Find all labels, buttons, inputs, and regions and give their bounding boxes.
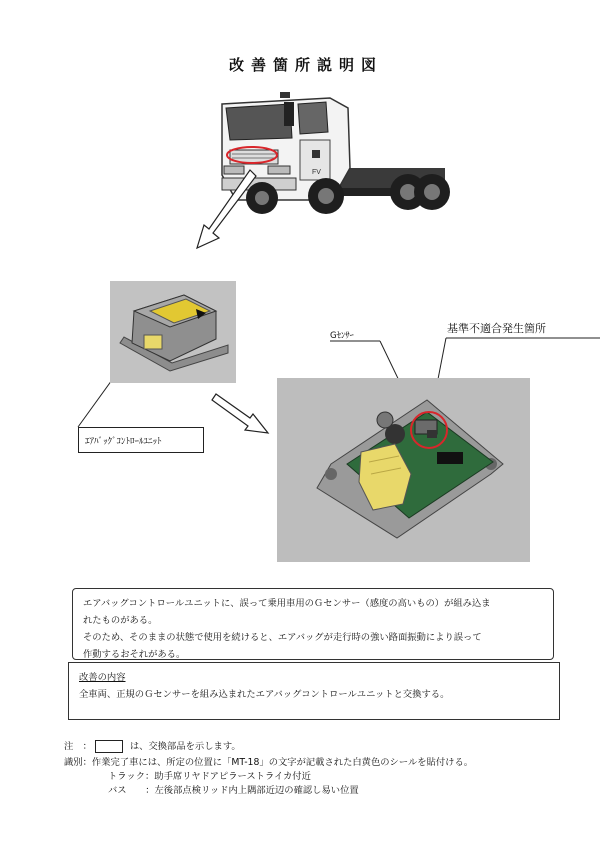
description-line-2: れたものがある。 bbox=[83, 615, 158, 626]
description-line-4: 作動するおそれがある。 bbox=[83, 649, 186, 660]
identification-line bbox=[64, 754, 473, 768]
improvement-heading: 改善の内容 bbox=[79, 672, 126, 683]
description-box bbox=[72, 588, 554, 660]
truck-drawing bbox=[222, 92, 450, 214]
page-title: 改善箇所説明図 bbox=[228, 56, 383, 74]
airbag-unit-photo bbox=[110, 281, 236, 383]
label-g-sensor: Gｾﾝｻｰ bbox=[330, 331, 354, 341]
bus-text: 左後部点検リッド内上隅部近辺の確認し易い位置 bbox=[154, 785, 359, 796]
gsensor-detail-photo bbox=[277, 378, 530, 562]
id-text: 作業完了車には、所定の位置に「MT-18」の文字が記載された白黄色のシールを貼付ける。 bbox=[91, 757, 474, 768]
truck-text: 助手席リヤドアピラーストライカ付近 bbox=[154, 771, 311, 782]
note-label: 注 ： bbox=[64, 741, 92, 752]
note-text: は、交換部品を示します。 bbox=[129, 741, 241, 752]
improvement-box bbox=[68, 662, 560, 720]
label-defect-location: 基準不適合発生箇所 bbox=[447, 322, 546, 335]
label-airbag-unit bbox=[78, 427, 204, 453]
truck-badge: FV bbox=[312, 169, 321, 176]
description-line-1: エアバッグコントロールユニットに、誤って乗用車用のＧセンサー（感度の高いもの）が組み込ま bbox=[83, 598, 491, 609]
truck-location-line bbox=[108, 768, 311, 782]
improvement-text: 全車両、正規のＧセンサーを組み込まれたエアバッグコントロールユニットと交換する。 bbox=[79, 689, 450, 700]
hollow-arrow-right bbox=[212, 394, 268, 433]
description-line-3: そのため、そのままの状態で使用を続けると、エアバッグが走行時の強い路面振動により誤って bbox=[83, 632, 482, 643]
note-line bbox=[64, 738, 241, 753]
replacement-part-swatch bbox=[95, 740, 123, 753]
airbag-unit-text: ｴｱﾊﾞｯｸﾞｺﾝﾄﾛｰﾙﾕﾆｯﾄ bbox=[85, 437, 162, 447]
bus-location-line bbox=[108, 782, 359, 796]
id-label: 識別： bbox=[64, 757, 92, 768]
truck-label: トラック： bbox=[108, 771, 155, 782]
bus-label: バス ： bbox=[108, 785, 155, 796]
